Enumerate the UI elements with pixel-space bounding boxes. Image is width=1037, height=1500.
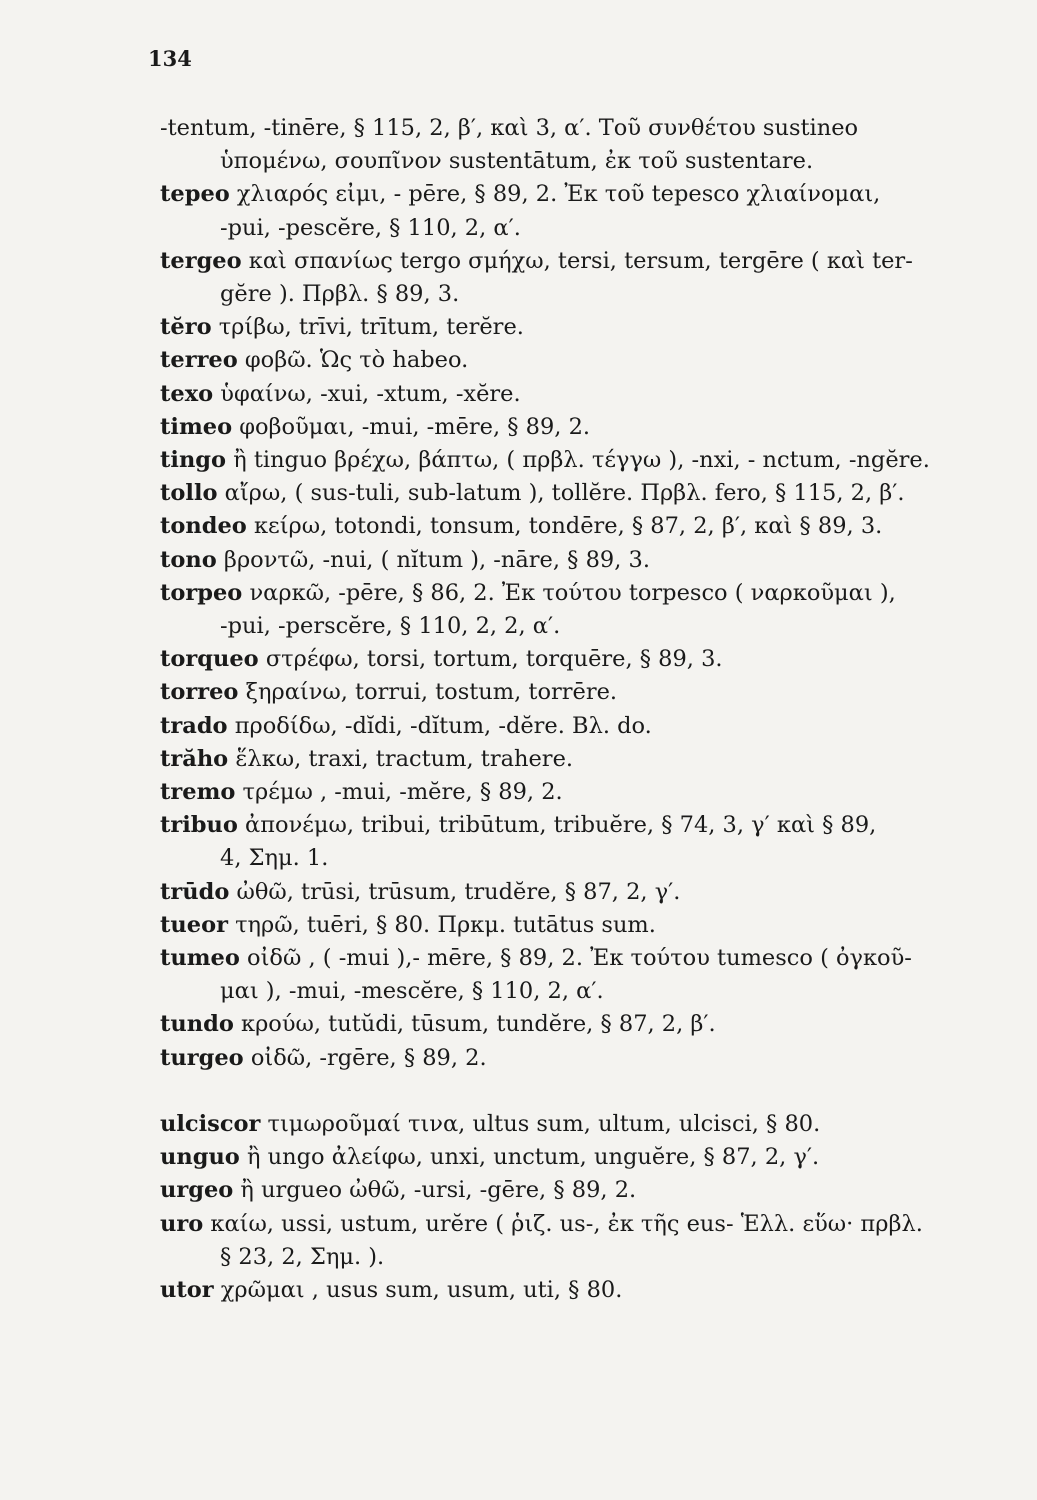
entry-line: [160, 411, 1030, 444]
entry-text: gĕre ). Πρβλ. § 89, 3.: [220, 281, 460, 308]
headword: texo: [160, 380, 214, 407]
entry-text: -tentum, -tinēre, § 115, 2, β′, καὶ 3, α′. Τοῦ συνθέτου sustineo: [160, 115, 859, 141]
entry-line: [160, 477, 1030, 510]
entry-text: χρῶμαι , usus sum, usum, uti, § 80.: [213, 1276, 623, 1303]
entry-text: προδίδω, -dĭdi, -dĭtum, -dĕre. Βλ. do.: [227, 712, 652, 739]
entry-line: [160, 909, 1030, 942]
entry-text: καὶ σπανίως tergo σμήχω, tersi, tersum, tergēre ( καὶ ter-: [241, 247, 913, 274]
entry-text: μαι ), -mui, -mescĕre, § 110, 2, α′.: [220, 978, 604, 1005]
entry-line: [160, 1008, 1030, 1041]
entry-line: [160, 876, 1030, 909]
entry-text: φοβῶ. Ὡς τὸ habeo.: [237, 347, 469, 374]
entry-text: § 23, 2, Σημ. ).: [220, 1243, 385, 1270]
entry-line: [160, 643, 1030, 676]
entry-continuation-line: [160, 212, 1030, 245]
entry-line: [160, 676, 1030, 709]
entry-text: τηρῶ, tuēri, § 80. Πρκμ. tutātus sum.: [227, 911, 656, 938]
headword: trūdo: [160, 878, 230, 905]
entry-text: κείρω, totondi, tonsum, tondēre, § 87, 2, β′, καὶ § 89, 3.: [246, 513, 883, 540]
entry-text: τιμωροῦμαί τινα, ultus sum, ultum, ulcisci, § 80.: [260, 1110, 821, 1137]
headword: utor: [160, 1276, 214, 1303]
headword: tingo: [160, 447, 227, 474]
entry-text: -pui, -perscĕre, § 110, 2, 2, α′.: [220, 613, 561, 640]
headword: turgeo: [160, 1044, 244, 1071]
entry-text: οἰδῶ, -rgēre, § 89, 2.: [243, 1044, 487, 1071]
entry-line: [160, 743, 1030, 776]
entry-line: [160, 510, 1030, 543]
entry-text: ἢ ungo ἀλείφω, unxi, unctum, unguĕre, § 87, 2, γ′.: [239, 1144, 820, 1171]
entry-line: [160, 378, 1030, 411]
entry-line: [160, 178, 1030, 211]
entry-line: [160, 776, 1030, 809]
headword: tĕro: [160, 314, 212, 341]
entry-line: [160, 942, 1030, 975]
headword: torqueo: [160, 646, 259, 673]
entry-line: [160, 311, 1030, 344]
entry-text: ξηραίνω, torrui, tostum, torrēre.: [238, 679, 618, 706]
headword: tepeo: [160, 181, 230, 208]
entry-text: ὑφαίνω, -xui, -xtum, -xĕre.: [213, 380, 521, 407]
headword: uro: [160, 1210, 204, 1237]
headword: trăho: [160, 745, 229, 772]
entry-continuation-line: [160, 1241, 1030, 1274]
headword: urgeo: [160, 1177, 234, 1204]
entry-text: ἕλκω, traxi, tractum, trahere.: [228, 745, 574, 772]
entry-text: οἰδῶ , ( -mui ),- mēre, § 89, 2. Ἐκ τούτου tumesco ( ὀγκοῦ-: [239, 945, 912, 972]
entry-line: [160, 710, 1030, 743]
entry-text: ναρκῶ, -pēre, § 86, 2. Ἐκ τούτου torpesco ( ναρκοῦμαι ),: [242, 579, 896, 606]
entry-line: [160, 1042, 1030, 1075]
entry-text: κρούω, tutŭdi, tūsum, tundĕre, § 87, 2, β′.: [233, 1011, 716, 1038]
entry-text: τρίβω, trīvi, trītum, terĕre.: [211, 314, 524, 341]
headword: trado: [160, 712, 228, 739]
headword: tono: [160, 546, 217, 573]
entry-line: [160, 112, 1030, 145]
entry-text: τρέμω , -mui, -mĕre, § 89, 2.: [235, 779, 563, 806]
entry-text: ἢ tinguo βρέχω, βάπτω, ( πρβλ. τέγγω ), -nxi, - nctum, -ngĕre.: [226, 447, 930, 474]
entry-text: χλιαρός εἰμι, - pēre, § 89, 2. Ἐκ τοῦ tepesco χλιαίνομαι,: [229, 181, 881, 208]
entry-text: αἴρω, ( sus-tuli, sub-latum ), tollĕre. Πρβλ. fero, § 115, 2, β′.: [217, 480, 905, 507]
entry-line: [160, 577, 1030, 610]
entry-line: [160, 1174, 1030, 1207]
page-number: 134: [148, 46, 192, 71]
entry-line: [160, 1108, 1030, 1141]
headword: unguo: [160, 1144, 240, 1171]
entry-line: [160, 809, 1030, 842]
headword: terreo: [160, 347, 238, 374]
dictionary-entries: [160, 112, 1030, 1307]
headword: tondeo: [160, 513, 247, 540]
entry-line: [160, 1141, 1030, 1174]
headword: timeo: [160, 413, 233, 440]
entry-continuation-line: [160, 145, 1030, 178]
entry-line: [160, 344, 1030, 377]
entry-line: [160, 544, 1030, 577]
headword: tueor: [160, 911, 228, 938]
entry-text: ἢ urgueo ὠθῶ, -ursi, -gēre, § 89, 2.: [233, 1177, 637, 1204]
entry-text: 4, Σημ. 1.: [220, 845, 329, 872]
entry-text: ὑπομένω, σουπῖνον sustentātum, ἐκ τοῦ sustentare.: [220, 148, 814, 175]
headword: tremo: [160, 779, 236, 806]
entry-line: [160, 1208, 1030, 1241]
entry-line: [160, 444, 1030, 477]
entry-text: φοβοῦμαι, -mui, -mēre, § 89, 2.: [232, 413, 591, 440]
entry-text: καίω, ussi, ustum, urĕre ( ῥιζ. us-, ἐκ τῆς eus- Ἑλλ. εὕω· πρβλ.: [203, 1210, 923, 1237]
entry-line: [160, 245, 1030, 278]
headword: tollo: [160, 480, 218, 507]
entry-text: βροντῶ, -nui, ( nĭtum ), -nāre, § 89, 3.: [216, 546, 650, 573]
entry-continuation-line: [160, 975, 1030, 1008]
entry-text: στρέφω, torsi, tortum, torquēre, § 89, 3.: [258, 646, 723, 673]
entry-continuation-line: [160, 278, 1030, 311]
headword: tergeo: [160, 247, 242, 274]
headword: tribuo: [160, 812, 238, 839]
headword: tumeo: [160, 945, 240, 972]
entry-line: [160, 1274, 1030, 1307]
entry-text: ὠθῶ, trūsi, trūsum, trudĕre, § 87, 2, γ′.: [229, 878, 681, 905]
headword: tundo: [160, 1011, 234, 1038]
headword: ulciscor: [160, 1110, 261, 1137]
headword: torreo: [160, 679, 239, 706]
entry-continuation-line: [160, 842, 1030, 875]
entry-continuation-line: [160, 610, 1030, 643]
entry-text: -pui, -pescĕre, § 110, 2, α′.: [220, 214, 521, 241]
headword: torpeo: [160, 579, 243, 606]
entry-text: ἀπονέμω, tribui, tribūtum, tribuĕre, § 74, 3, γ′ καὶ § 89,: [237, 812, 877, 839]
